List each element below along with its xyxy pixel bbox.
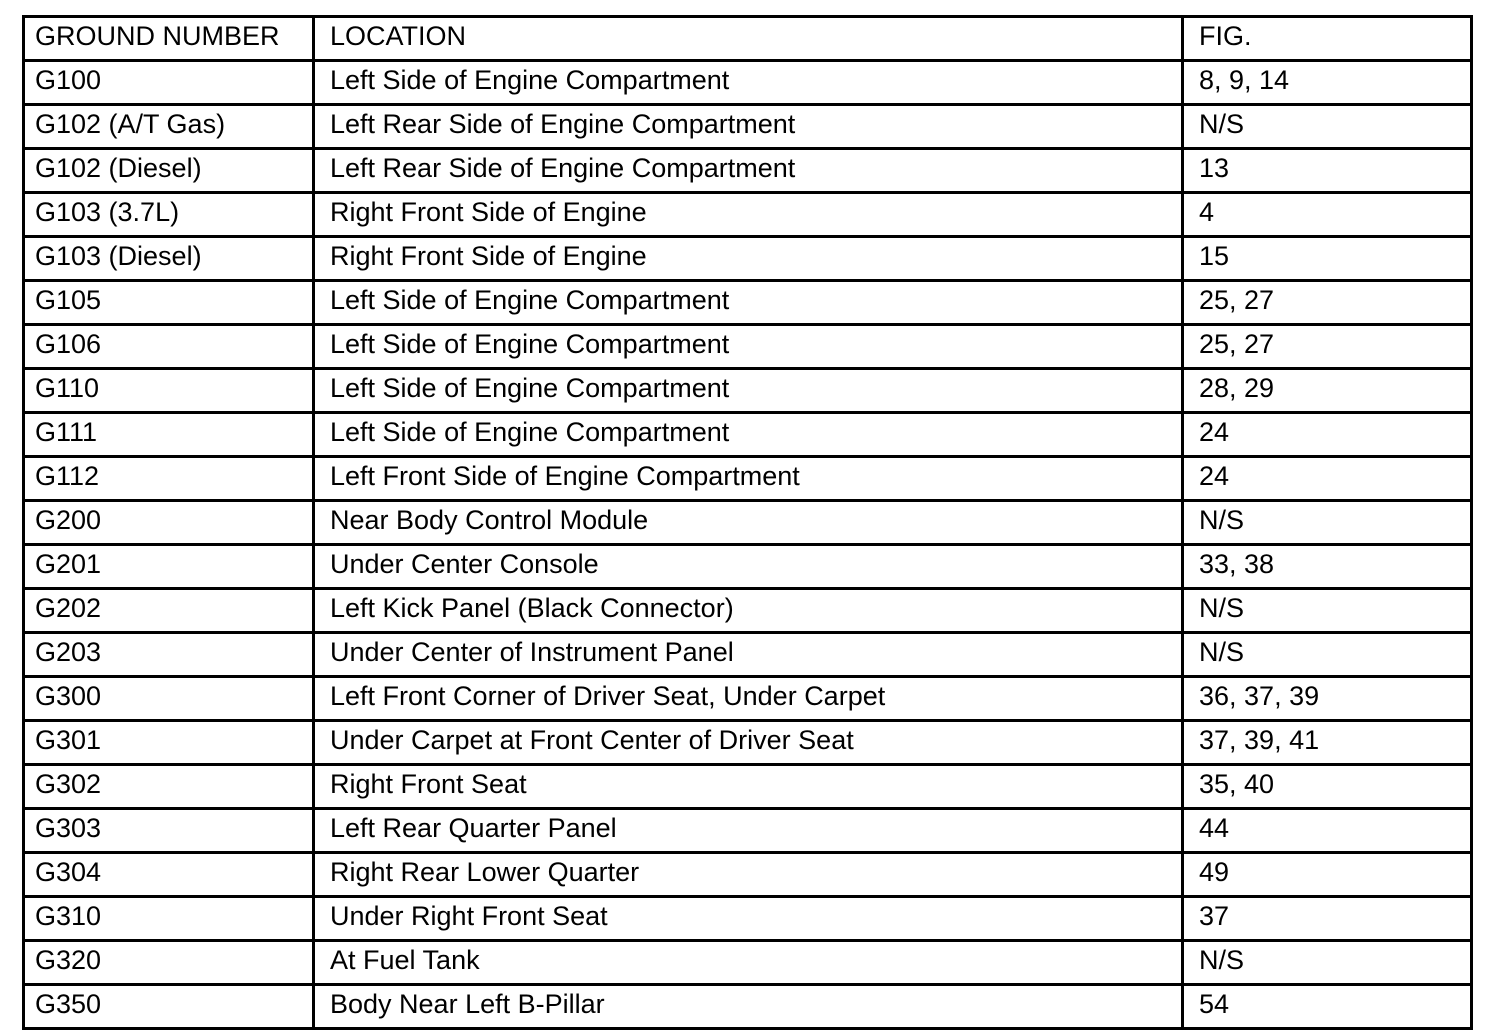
cell-location: Left Side of Engine Compartment bbox=[314, 325, 1183, 369]
cell-ground-number: G110 bbox=[24, 369, 314, 413]
table-row bbox=[24, 545, 1472, 589]
cell-ground-number: G302 bbox=[24, 765, 314, 809]
table-row bbox=[24, 413, 1472, 457]
header-ground-number: GROUND NUMBER bbox=[24, 17, 314, 61]
cell-fig: N/S bbox=[1183, 941, 1472, 985]
cell-location: Left Side of Engine Compartment bbox=[314, 61, 1183, 105]
cell-ground-number: G102 (Diesel) bbox=[24, 149, 314, 193]
cell-ground-number: G100 bbox=[24, 61, 314, 105]
cell-ground-number: G103 (Diesel) bbox=[24, 237, 314, 281]
cell-fig: 28, 29 bbox=[1183, 369, 1472, 413]
cell-ground-number: G301 bbox=[24, 721, 314, 765]
cell-location: Under Center Console bbox=[314, 545, 1183, 589]
cell-ground-number: G105 bbox=[24, 281, 314, 325]
cell-fig: 36, 37, 39 bbox=[1183, 677, 1472, 721]
table-row bbox=[24, 281, 1472, 325]
cell-location: Left Rear Side of Engine Compartment bbox=[314, 105, 1183, 149]
cell-ground-number: G106 bbox=[24, 325, 314, 369]
cell-location: Left Rear Side of Engine Compartment bbox=[314, 149, 1183, 193]
table-row bbox=[24, 501, 1472, 545]
table-row bbox=[24, 193, 1472, 237]
cell-location: At Fuel Tank bbox=[314, 941, 1183, 985]
cell-location: Under Carpet at Front Center of Driver Seat bbox=[314, 721, 1183, 765]
cell-ground-number: G303 bbox=[24, 809, 314, 853]
table-row bbox=[24, 853, 1472, 897]
table-row bbox=[24, 325, 1472, 369]
cell-ground-number: G320 bbox=[24, 941, 314, 985]
ground-locations-table bbox=[22, 15, 1473, 1030]
cell-ground-number: G304 bbox=[24, 853, 314, 897]
cell-fig: 4 bbox=[1183, 193, 1472, 237]
table-row bbox=[24, 809, 1472, 853]
table-row bbox=[24, 721, 1472, 765]
table-row bbox=[24, 677, 1472, 721]
cell-fig: 13 bbox=[1183, 149, 1472, 193]
cell-fig: N/S bbox=[1183, 105, 1472, 149]
cell-fig: 33, 38 bbox=[1183, 545, 1472, 589]
cell-ground-number: G201 bbox=[24, 545, 314, 589]
cell-location: Under Right Front Seat bbox=[314, 897, 1183, 941]
cell-location: Left Rear Quarter Panel bbox=[314, 809, 1183, 853]
cell-ground-number: G202 bbox=[24, 589, 314, 633]
cell-ground-number: G112 bbox=[24, 457, 314, 501]
header-fig: FIG. bbox=[1183, 17, 1472, 61]
cell-ground-number: G102 (A/T Gas) bbox=[24, 105, 314, 149]
cell-fig: 54 bbox=[1183, 985, 1472, 1029]
table-row bbox=[24, 237, 1472, 281]
cell-location: Left Side of Engine Compartment bbox=[314, 413, 1183, 457]
cell-ground-number: G111 bbox=[24, 413, 314, 457]
cell-ground-number: G203 bbox=[24, 633, 314, 677]
cell-fig: N/S bbox=[1183, 501, 1472, 545]
table-header-row bbox=[24, 17, 1472, 61]
cell-ground-number: G350 bbox=[24, 985, 314, 1029]
table-row bbox=[24, 589, 1472, 633]
table-row bbox=[24, 149, 1472, 193]
table-row bbox=[24, 633, 1472, 677]
cell-fig: 25, 27 bbox=[1183, 325, 1472, 369]
cell-fig: 35, 40 bbox=[1183, 765, 1472, 809]
cell-location: Right Rear Lower Quarter bbox=[314, 853, 1183, 897]
table-row bbox=[24, 105, 1472, 149]
cell-location: Left Front Corner of Driver Seat, Under Carpet bbox=[314, 677, 1183, 721]
cell-location: Left Side of Engine Compartment bbox=[314, 281, 1183, 325]
cell-fig: 44 bbox=[1183, 809, 1472, 853]
header-location: LOCATION bbox=[314, 17, 1183, 61]
cell-fig: 49 bbox=[1183, 853, 1472, 897]
cell-fig: 24 bbox=[1183, 457, 1472, 501]
cell-fig: 15 bbox=[1183, 237, 1472, 281]
cell-location: Right Front Seat bbox=[314, 765, 1183, 809]
table-row bbox=[24, 897, 1472, 941]
cell-ground-number: G103 (3.7L) bbox=[24, 193, 314, 237]
cell-fig: 37, 39, 41 bbox=[1183, 721, 1472, 765]
cell-fig: 37 bbox=[1183, 897, 1472, 941]
cell-location: Body Near Left B-Pillar bbox=[314, 985, 1183, 1029]
cell-location: Left Side of Engine Compartment bbox=[314, 369, 1183, 413]
cell-fig: N/S bbox=[1183, 589, 1472, 633]
table-row bbox=[24, 61, 1472, 105]
cell-fig: 25, 27 bbox=[1183, 281, 1472, 325]
cell-fig: N/S bbox=[1183, 633, 1472, 677]
cell-location: Near Body Control Module bbox=[314, 501, 1183, 545]
cell-fig: 24 bbox=[1183, 413, 1472, 457]
table-row bbox=[24, 765, 1472, 809]
table-body bbox=[24, 61, 1472, 1029]
table-row bbox=[24, 941, 1472, 985]
table-row bbox=[24, 457, 1472, 501]
cell-location: Right Front Side of Engine bbox=[314, 193, 1183, 237]
cell-location: Left Front Side of Engine Compartment bbox=[314, 457, 1183, 501]
cell-ground-number: G200 bbox=[24, 501, 314, 545]
cell-location: Left Kick Panel (Black Connector) bbox=[314, 589, 1183, 633]
cell-ground-number: G310 bbox=[24, 897, 314, 941]
cell-ground-number: G300 bbox=[24, 677, 314, 721]
cell-fig: 8, 9, 14 bbox=[1183, 61, 1472, 105]
table-row bbox=[24, 369, 1472, 413]
cell-location: Right Front Side of Engine bbox=[314, 237, 1183, 281]
cell-location: Under Center of Instrument Panel bbox=[314, 633, 1183, 677]
